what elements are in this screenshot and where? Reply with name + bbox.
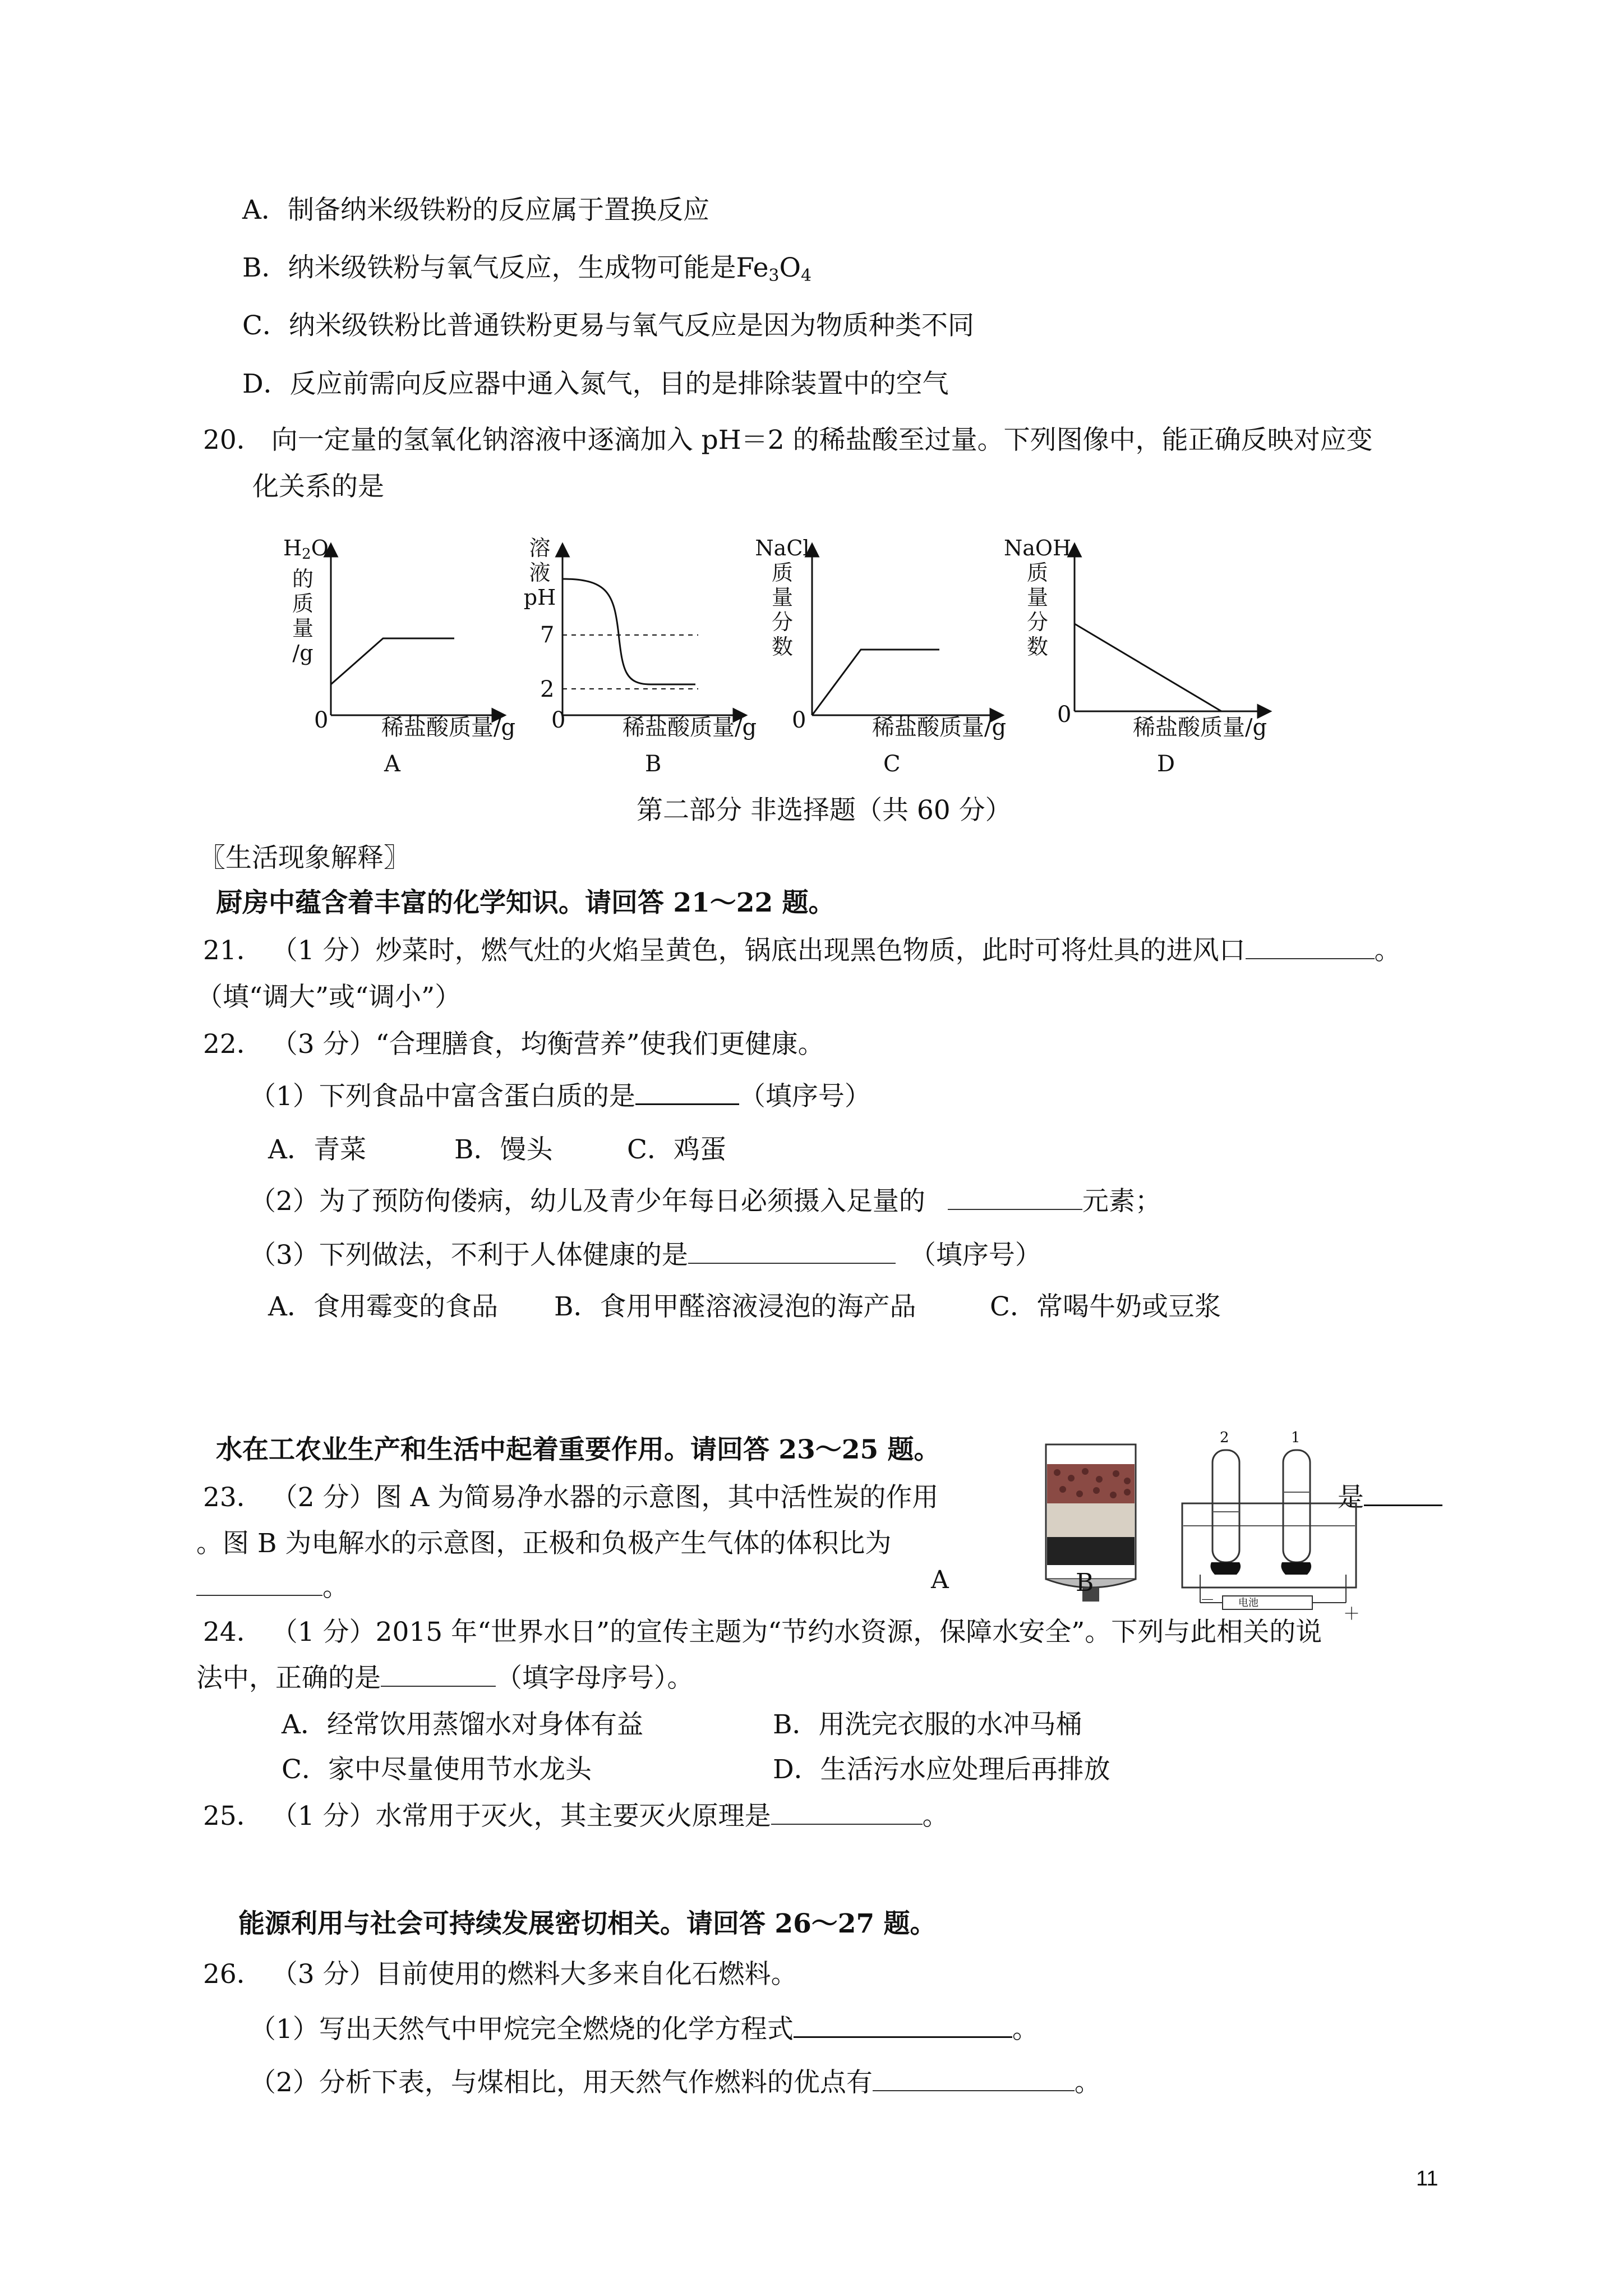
chart-a-origin: 0 [314, 707, 329, 733]
battery-minus: － [1200, 1592, 1215, 1609]
q23-answer-blank-2[interactable] [196, 1572, 322, 1596]
q21-answer-blank[interactable] [1246, 936, 1375, 959]
q26-part2-blank[interactable] [873, 2068, 1075, 2091]
chart-b-xlabel: 稀盐酸质量/g [623, 715, 757, 740]
q21-line2: （填“调大”或“调小”） [196, 982, 462, 1013]
chart-c [812, 550, 997, 715]
q24-line2: 法中，正确的是 （填字母序号）。 [196, 1663, 694, 1694]
formula-sub: 4 [801, 266, 812, 286]
figure-b-label: B [1076, 1568, 1094, 1597]
q25: 25． （1 分）水常用于灭火，其主要灭火原理是 。 [203, 1801, 949, 1832]
q24-line1: 24． （1 分）2015 年“世界水日”的宣传主题为“节约水资源，保障水安全”。下列与此相关的说 [203, 1617, 1322, 1648]
chart-b [562, 550, 740, 715]
chart-a-ylabel: H2O 的 质 量 /g [283, 536, 329, 665]
chart-a-xlabel: 稀盐酸质量/g [381, 715, 516, 740]
q22-part3-blank[interactable] [688, 1240, 896, 1264]
q22-part1-option-b: B．馒头 [454, 1134, 553, 1165]
q20-stem-line1: 20． 向一定量的氢氧化钠溶液中逐滴加入 pH＝2 的稀盐酸至过量。下列图像中，能正确反映对应变 [203, 425, 1373, 455]
q22-part1: （1）下列食品中富含蛋白质的是 （填序号） [250, 1081, 871, 1112]
chart-c-xlabel: 稀盐酸质量/g [872, 715, 1007, 740]
q22-part1-option-c: C．鸡蛋 [627, 1134, 726, 1165]
q23-line3: 。 [196, 1571, 349, 1604]
q22-part2-blank[interactable] [948, 1186, 1082, 1210]
energy-intro: 能源利用与社会可持续发展密切相关。请回答 26～27 题。 [238, 1908, 937, 1939]
q22-part2: （2）为了预防佝偻病，幼儿及青少年每日必须摄入足量的 元素； [250, 1186, 1161, 1217]
chart-d [1075, 550, 1265, 711]
formula-sub: 3 [768, 266, 780, 286]
q22-stem: 22． （3 分）“合理膳食，均衡营养”使我们更健康。 [203, 1029, 824, 1060]
q21-line1: 21． （1 分）炒菜时，燃气灶的火焰呈黄色，锅底出现黑色物质，此时可将灶具的进风口 。 [203, 935, 1401, 966]
kitchen-intro: 厨房中蕴含着丰富的化学知识。请回答 21～22 题。 [216, 887, 835, 918]
electrolysis-figure [1182, 1450, 1356, 1609]
q24-option-d: D．生活污水应处理后再排放 [773, 1754, 1110, 1785]
chart-c-origin: 0 [792, 707, 806, 733]
chart-c-curve [812, 650, 939, 715]
q22-part3-option-a: A．食用霉变的食品 [268, 1291, 498, 1322]
chart-b-curve [562, 579, 695, 684]
page-number: 11 [1416, 2167, 1438, 2191]
chart-d-origin: 0 [1057, 702, 1072, 728]
chart-d-curve [1075, 624, 1221, 711]
q25-answer-blank[interactable] [771, 1801, 923, 1825]
q22-part1-option-a: A．青菜 [268, 1134, 366, 1165]
q19-option-d: D．反应前需向反应器中通入氮气，目的是排除装置中的空气 [242, 369, 949, 399]
q24-option-b: B．用洗完衣服的水冲马桶 [773, 1709, 1082, 1740]
q24-answer-blank[interactable] [381, 1663, 496, 1687]
chart-d-letter: D [1157, 751, 1175, 777]
chart-c-ylabel: NaCl 质 量 分 数 [755, 536, 810, 659]
q22-part3-option-c: C．常喝牛奶或豆浆 [990, 1291, 1221, 1322]
chart-b-tick-7: 7 [540, 622, 555, 648]
chart-b-tick-2: 2 [540, 677, 555, 702]
q22-part1-blank[interactable] [635, 1081, 739, 1105]
battery-label: 电池 [1238, 1597, 1258, 1609]
figure-a-label: A [931, 1566, 949, 1594]
chart-a-curve [331, 638, 454, 684]
part2-title: 第二部分 非选择题（共 60 分） [637, 795, 1012, 826]
q26-part1: （1）写出天然气中甲烷完全燃烧的化学方程式 。 [250, 2014, 1039, 2045]
tube-label-2: 2 [1220, 1429, 1229, 1446]
tube-label-1: 1 [1291, 1429, 1301, 1446]
chart-d-ylabel: NaOH 质 量 分 数 [1004, 536, 1072, 659]
q22-part3: （3）下列做法，不利于人体健康的是 （填序号） [250, 1240, 1041, 1271]
q19-option-c: C．纳米级铁粉比普通铁粉更易与氧气反应是因为物质种类不同 [242, 310, 974, 341]
q20-stem-line2: 化关系的是 [252, 471, 384, 502]
chart-a [331, 550, 499, 715]
q24-option-c: C．家中尽量使用节水龙头 [282, 1754, 592, 1785]
q26-part2: （2）分析下表，与煤相比，用天然气作燃料的优点有 。 [250, 2067, 1101, 2098]
q23-line2: 。图 B 为电解水的示意图，正极和负极产生气体的体积比为 [196, 1528, 892, 1559]
q23-line1-end: 是 [1338, 1481, 1442, 1515]
battery-plus: ＋ [1343, 1604, 1360, 1624]
chart-c-letter: C [883, 751, 901, 777]
q26-part1-blank[interactable] [794, 2014, 1012, 2038]
chart-b-letter: B [645, 751, 662, 777]
q23-line1: 23． （2 分）图 A 为简易净水器的示意图，其中活性炭的作用 [203, 1482, 939, 1513]
q19-option-a: A．制备纳米级铁粉的反应属于置换反应 [242, 195, 709, 226]
chart-b-ylabel: 溶 液 pH [523, 536, 556, 610]
q19-option-b: B．纳米级铁粉与氧气反应，生成物可能是Fe3O4 [242, 252, 812, 286]
water-intro: 水在工农业生产和生活中起着重要作用。请回答 23～25 题。 [216, 1434, 940, 1465]
water-figures [1032, 1428, 1481, 1613]
chart-d-xlabel: 稀盐酸质量/g [1133, 715, 1267, 740]
chart-b-origin: 0 [551, 707, 566, 733]
section-life: 〖生活现象解释〗 [199, 843, 410, 873]
q26-stem: 26． （3 分）目前使用的燃料大多来自化石燃料。 [203, 1959, 797, 1990]
q24-option-a: A．经常饮用蒸馏水对身体有益 [282, 1709, 643, 1740]
q22-part3-option-b: B．食用甲醛溶液浸泡的海产品 [554, 1291, 916, 1322]
chart-a-letter: A [384, 751, 400, 777]
